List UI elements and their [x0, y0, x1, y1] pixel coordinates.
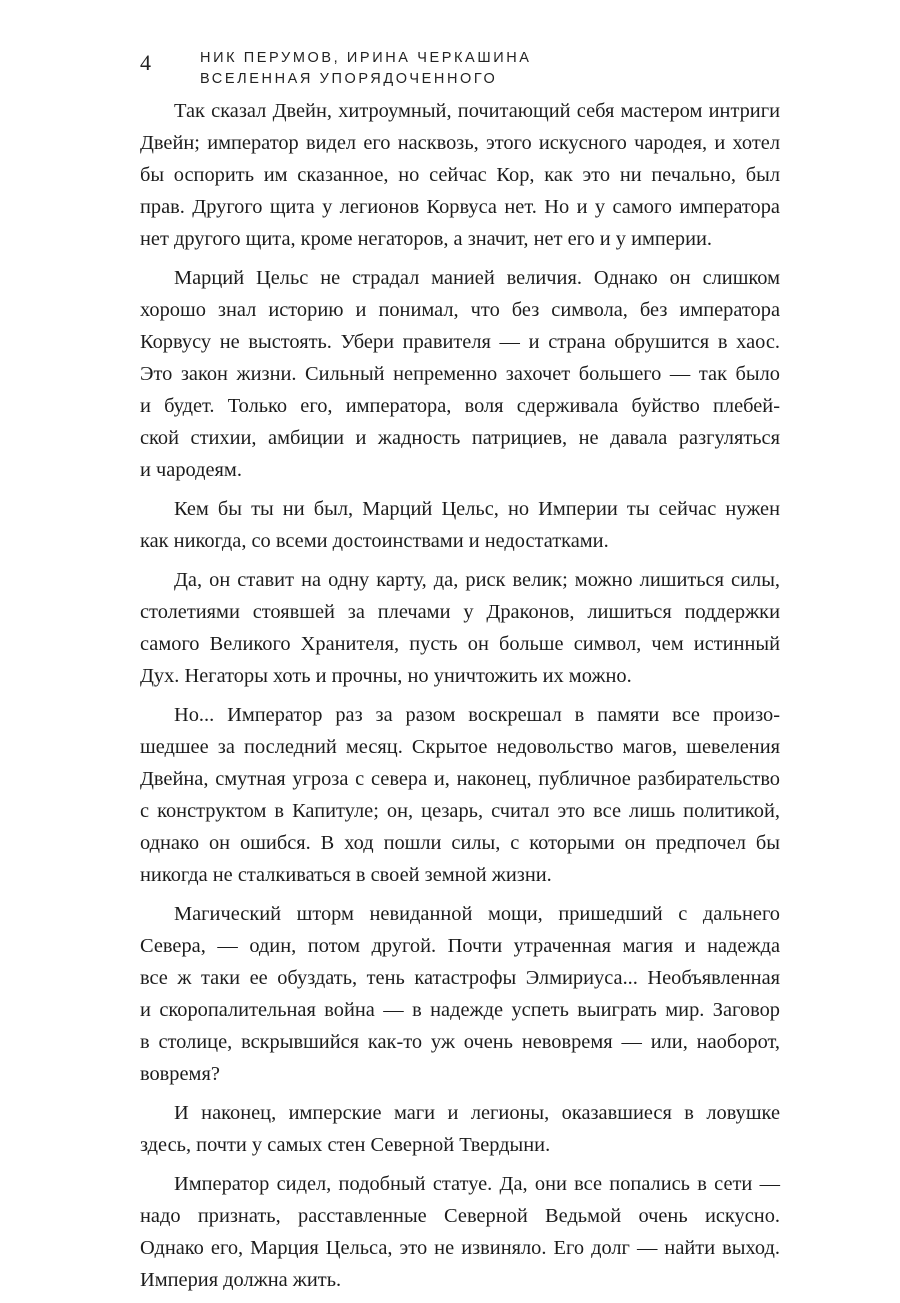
text-line: нет другого щита, кроме негаторов, а значит, нет его и у империи. — [140, 228, 713, 250]
header-authors: НИК ПЕРУМОВ, ИРИНА ЧЕРКАШИНА — [200, 50, 532, 66]
paragraph — [140, 262, 780, 486]
text-line: никогда не сталкиваться в своей земной жизни. — [140, 864, 552, 886]
text-line: Да, он ставит на одну карту, да, риск велик; можно лишиться силы, — [174, 569, 780, 591]
paragraph — [140, 1168, 780, 1296]
text-line: хорошо знал историю и понимал, что без символа, без императора — [140, 299, 780, 321]
text-line: шедшее за последний месяц. Скрытое недовольство магов, шевеления — [140, 736, 780, 758]
text-line: Дух. Негаторы хоть и прочны, но уничтожить их можно. — [140, 665, 632, 687]
text-line: Двейна, смутная угроза с севера и, наконец, публичное разбирательство — [140, 768, 780, 790]
text-line: Кем бы ты ни был, Марций Цельс, но Империи ты сейчас нужен — [174, 498, 780, 520]
text-line: как никогда, со всеми достоинствами и недостатками. — [140, 530, 609, 552]
text-line: Двейн; император видел его насквозь, этого искусного чародея, и хотел — [140, 132, 780, 154]
text-line: Но... Император раз за разом воскрешал в памяти все произо- — [174, 704, 780, 726]
text-line: бы оспорить им сказанное, но сейчас Кор, как это ни печально, был — [140, 164, 780, 186]
text-line: Так сказал Двейн, хитроумный, почитающий себя мастером интриги — [174, 100, 780, 122]
text-line: прав. Другого щита у легионов Корвуса нет. Но и у самого императора — [140, 196, 780, 218]
paragraph — [140, 493, 780, 557]
text-line: в столице, вскрывшийся как-то уж очень невовремя — или, наоборот, — [140, 1031, 780, 1053]
paragraph — [140, 564, 780, 692]
text-line: Магический шторм невиданной мощи, пришедший с дальнего — [174, 903, 780, 925]
text-line: и будет. Только его, императора, воля сдерживала буйство плебей- — [140, 395, 780, 417]
paragraph — [140, 699, 780, 891]
text-line: и чародеям. — [140, 459, 242, 481]
paragraph — [140, 898, 780, 1090]
text-line: Однако его, Марция Цельса, это не извиняло. Его долг — найти выход. — [140, 1237, 780, 1259]
text-line: Марций Цельс не страдал манией величия. Однако он слишком — [174, 267, 780, 289]
text-line: все ж таки ее обуздать, тень катастрофы Элмириуса... Необъявленная — [140, 967, 780, 989]
text-line: И наконец, имперские маги и легионы, оказавшиеся в ловушке — [174, 1102, 780, 1124]
paragraph — [140, 1097, 780, 1161]
text-line: Это закон жизни. Сильный непременно захочет большего — так было — [140, 363, 780, 385]
text-line: ской стихии, амбиции и жадность патрициев, не давала разгуляться — [140, 427, 780, 449]
body-text — [140, 95, 780, 1303]
paragraph — [140, 95, 780, 255]
page-number: 4 — [140, 50, 151, 75]
text-line: Корвусу не выстоять. Убери правителя — и страна обрушится в хаос. — [140, 331, 780, 353]
text-line: однако он ошибся. В ход пошли силы, с которыми он предпочел бы — [140, 832, 780, 854]
header-book-title: ВСЕЛЕННАЯ УПОРЯДОЧЕННОГО — [200, 71, 498, 87]
text-line: и скоропалительная война — в надежде успеть выиграть мир. Заговор — [140, 999, 780, 1021]
text-line: надо признать, расставленные Северной Ведьмой очень искусно. — [140, 1205, 780, 1227]
text-line: самого Великого Хранителя, пусть он больше символ, чем истинный — [140, 633, 780, 655]
text-line: Империя должна жить. — [140, 1269, 342, 1291]
text-line: Севера, — один, потом другой. Почти утраченная магия и надежда — [140, 935, 780, 957]
text-line: здесь, почти у самых стен Северной Твердыни. — [140, 1134, 551, 1156]
text-line: Император сидел, подобный статуе. Да, они все попались в сети — — [174, 1173, 780, 1195]
text-line: с конструктом в Капитуле; он, цезарь, считал это все лишь политикой, — [140, 800, 780, 822]
text-line: столетиями стоявшей за плечами у Драконов, лишиться поддержки — [140, 601, 780, 623]
running-head — [200, 48, 532, 90]
text-line: вовремя? — [140, 1063, 220, 1085]
